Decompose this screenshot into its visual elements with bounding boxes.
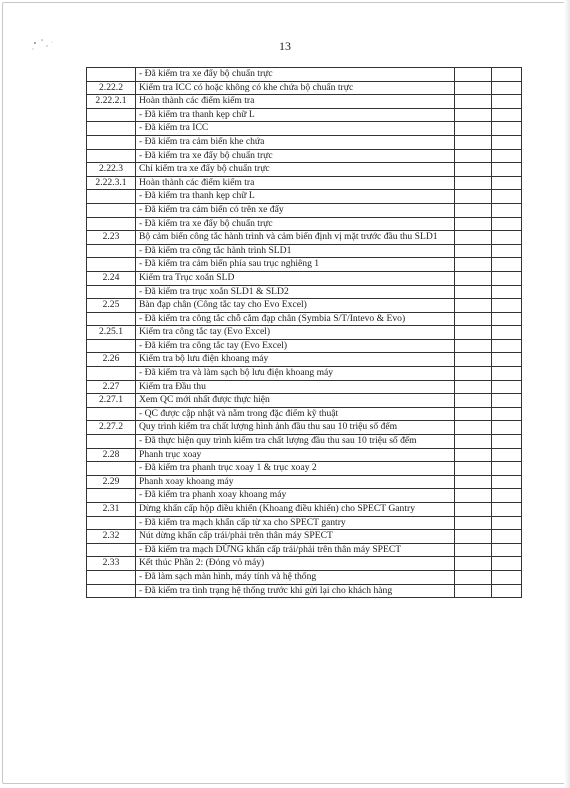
check-cell[interactable] <box>455 258 492 272</box>
note-cell[interactable] <box>492 421 522 435</box>
check-cell[interactable] <box>455 312 492 326</box>
item-description-cell: - Đã kiểm tra phanh xoay khoang máy <box>136 489 455 503</box>
item-number-cell: 2.24 <box>87 271 136 285</box>
check-cell[interactable] <box>455 489 492 503</box>
item-description-cell: - Đã kiểm tra trục xoắn SLD1 & SLD2 <box>136 285 455 299</box>
note-cell[interactable] <box>492 163 522 177</box>
check-cell[interactable] <box>455 244 492 258</box>
check-cell[interactable] <box>455 81 492 95</box>
table-row <box>87 407 522 421</box>
note-cell[interactable] <box>492 516 522 530</box>
note-cell[interactable] <box>492 367 522 381</box>
check-cell[interactable] <box>455 380 492 394</box>
check-cell[interactable] <box>455 367 492 381</box>
table-row <box>87 231 522 245</box>
item-description-cell: - Đã kiểm tra công tắc tay (Evo Excel) <box>136 339 455 353</box>
item-number-cell: 2.23 <box>87 231 136 245</box>
check-cell[interactable] <box>455 231 492 245</box>
item-number-cell: 2.33 <box>87 557 136 571</box>
note-cell[interactable] <box>492 217 522 231</box>
check-cell[interactable] <box>455 448 492 462</box>
check-cell[interactable] <box>455 394 492 408</box>
item-number-cell <box>87 435 136 449</box>
note-cell[interactable] <box>492 584 522 598</box>
page-number: 13 <box>279 39 291 53</box>
item-description-cell: Dừng khẩn cấp hộp điều khiển (Khoang điều khiển) cho SPECT Gantry <box>136 503 455 517</box>
note-cell[interactable] <box>492 503 522 517</box>
item-description-cell: - Đã thực hiện quy trình kiểm tra chất lượng đầu thu sau 10 triệu số đếm <box>136 435 455 449</box>
item-description-cell: Quy trình kiểm tra chất lượng hình ảnh đầu thu sau 10 triệu số đếm <box>136 421 455 435</box>
check-cell[interactable] <box>455 190 492 204</box>
table-row <box>87 516 522 530</box>
item-description-cell: Bàn đạp chân (Công tắc tay cho Evo Excel) <box>136 299 455 313</box>
item-number-cell <box>87 312 136 326</box>
item-description-cell: Nút dừng khẩn cấp trái/phải trên thân máy SPECT <box>136 530 455 544</box>
item-description-cell: - Đã làm sạch màn hình, máy tính và hệ thống <box>136 570 455 584</box>
item-description-cell: - Đã kiểm tra cảm biến phía sau trục nghiêng 1 <box>136 258 455 272</box>
item-number-cell <box>87 339 136 353</box>
note-cell[interactable] <box>492 149 522 163</box>
item-number-cell <box>87 190 136 204</box>
check-cell[interactable] <box>455 530 492 544</box>
check-cell[interactable] <box>455 149 492 163</box>
item-number-cell <box>87 149 136 163</box>
table-row <box>87 95 522 109</box>
note-cell[interactable] <box>492 244 522 258</box>
item-number-cell <box>87 203 136 217</box>
table-row <box>87 380 522 394</box>
note-cell[interactable] <box>492 95 522 109</box>
table-row <box>87 543 522 557</box>
item-number-cell: 2.27 <box>87 380 136 394</box>
note-cell[interactable] <box>492 299 522 313</box>
note-cell[interactable] <box>492 394 522 408</box>
item-number-cell: 2.25.1 <box>87 326 136 340</box>
note-cell[interactable] <box>492 122 522 136</box>
check-cell[interactable] <box>455 176 492 190</box>
table-row <box>87 353 522 367</box>
check-cell[interactable] <box>455 475 492 489</box>
table-row <box>87 217 522 231</box>
note-cell[interactable] <box>492 543 522 557</box>
table-row <box>87 530 522 544</box>
table-row <box>87 163 522 177</box>
check-cell[interactable] <box>455 203 492 217</box>
note-cell[interactable] <box>492 530 522 544</box>
check-cell[interactable] <box>455 557 492 571</box>
check-cell[interactable] <box>455 163 492 177</box>
item-description-cell: - Đã kiểm tra công tắc chỗ cắm đạp chân (Symbia S/T/Intevo & Evo) <box>136 312 455 326</box>
table-row <box>87 285 522 299</box>
table-row <box>87 503 522 517</box>
item-description-cell: - Đã kiểm tra tình trạng hệ thống trước khi gửi lại cho khách hàng <box>136 584 455 598</box>
check-cell[interactable] <box>455 407 492 421</box>
item-description-cell: - Đã kiểm tra và làm sạch bộ lưu điện khoang máy <box>136 367 455 381</box>
item-number-cell: 2.22.3 <box>87 163 136 177</box>
check-cell[interactable] <box>455 421 492 435</box>
item-number-cell: 2.28 <box>87 448 136 462</box>
table-row <box>87 176 522 190</box>
note-cell[interactable] <box>492 448 522 462</box>
check-cell[interactable] <box>455 299 492 313</box>
item-number-cell <box>87 244 136 258</box>
table-row <box>87 135 522 149</box>
check-cell[interactable] <box>455 135 492 149</box>
table-row <box>87 244 522 258</box>
table-row <box>87 326 522 340</box>
note-cell[interactable] <box>492 353 522 367</box>
item-number-cell <box>87 489 136 503</box>
note-cell[interactable] <box>492 339 522 353</box>
item-description-cell: - Đã kiểm tra thanh kẹp chữ L <box>136 108 455 122</box>
checklist-table <box>86 67 522 598</box>
note-cell[interactable] <box>492 407 522 421</box>
item-number-cell <box>87 462 136 476</box>
note-cell[interactable] <box>492 258 522 272</box>
item-description-cell: Phanh trục xoay <box>136 448 455 462</box>
table-row <box>87 299 522 313</box>
check-cell[interactable] <box>455 271 492 285</box>
item-description-cell: - Đã kiểm tra xe đẩy bộ chuẩn trực <box>136 217 455 231</box>
note-cell[interactable] <box>492 312 522 326</box>
item-description-cell: - Đã kiểm tra ICC <box>136 122 455 136</box>
table-row <box>87 570 522 584</box>
table-row <box>87 122 522 136</box>
table-row <box>87 149 522 163</box>
item-number-cell <box>87 516 136 530</box>
check-cell[interactable] <box>455 108 492 122</box>
table-row <box>87 203 522 217</box>
table-row <box>87 421 522 435</box>
scan-edge-shadow <box>564 0 570 788</box>
check-cell[interactable] <box>455 122 492 136</box>
checklist-body <box>87 68 522 598</box>
check-cell[interactable] <box>455 353 492 367</box>
table-row <box>87 475 522 489</box>
item-description-cell: - Đã kiểm tra cảm biến có trên xe đẩy <box>136 203 455 217</box>
note-cell[interactable] <box>492 462 522 476</box>
table-row <box>87 258 522 272</box>
table-row <box>87 557 522 571</box>
check-cell[interactable] <box>455 95 492 109</box>
item-description-cell: - Đã kiểm tra công tắc hành trình SLD1 <box>136 244 455 258</box>
item-description-cell: Hoàn thành các điểm kiểm tra <box>136 95 455 109</box>
table-row <box>87 435 522 449</box>
table-row <box>87 190 522 204</box>
item-number-cell <box>87 543 136 557</box>
item-description-cell: - Đã kiểm tra xe đẩy bộ chuẩn trực <box>136 149 455 163</box>
item-description-cell: Kiểm tra công tắc tay (Evo Excel) <box>136 326 455 340</box>
note-cell[interactable] <box>492 475 522 489</box>
item-number-cell: 2.27.1 <box>87 394 136 408</box>
item-description-cell: Phanh xoay khoang máy <box>136 475 455 489</box>
check-cell[interactable] <box>455 543 492 557</box>
note-cell[interactable] <box>492 108 522 122</box>
item-description-cell: Kiểm tra Đầu thu <box>136 380 455 394</box>
table-row <box>87 367 522 381</box>
check-cell[interactable] <box>455 584 492 598</box>
table-row <box>87 68 522 82</box>
item-number-cell <box>87 108 136 122</box>
item-number-cell <box>87 122 136 136</box>
check-cell[interactable] <box>455 339 492 353</box>
note-cell[interactable] <box>492 435 522 449</box>
item-description-cell: - Đã kiểm tra phanh trục xoay 1 & trục xoay 2 <box>136 462 455 476</box>
note-cell[interactable] <box>492 68 522 82</box>
table-row <box>87 271 522 285</box>
table-row <box>87 584 522 598</box>
item-description-cell: - Đã kiểm tra cảm biến khe chứa <box>136 135 455 149</box>
item-number-cell: 2.32 <box>87 530 136 544</box>
table-row <box>87 81 522 95</box>
note-cell[interactable] <box>492 81 522 95</box>
item-description-cell: Bộ cảm biến công tắc hành trình và cảm biến định vị mặt trước đầu thu SLD1 <box>136 231 455 245</box>
item-description-cell: - QC được cập nhật và nằm trong đặc điểm kỹ thuật <box>136 407 455 421</box>
item-number-cell: 2.31 <box>87 503 136 517</box>
item-description-cell: Chỉ kiểm tra xe đẩy bộ chuẩn trực <box>136 163 455 177</box>
note-cell[interactable] <box>492 489 522 503</box>
check-cell[interactable] <box>455 503 492 517</box>
check-cell[interactable] <box>455 326 492 340</box>
check-cell[interactable] <box>455 516 492 530</box>
item-number-cell: 2.26 <box>87 353 136 367</box>
item-number-cell <box>87 135 136 149</box>
item-number-cell <box>87 367 136 381</box>
note-cell[interactable] <box>492 176 522 190</box>
note-cell[interactable] <box>492 135 522 149</box>
item-description-cell: Hoàn thành các điểm kiểm tra <box>136 176 455 190</box>
item-number-cell <box>87 584 136 598</box>
table-row <box>87 489 522 503</box>
item-number-cell: 2.22.2 <box>87 81 136 95</box>
item-number-cell: 2.29 <box>87 475 136 489</box>
table-row <box>87 339 522 353</box>
item-description-cell: Xem QC mới nhất được thực hiện <box>136 394 455 408</box>
check-cell[interactable] <box>455 462 492 476</box>
item-number-cell <box>87 285 136 299</box>
item-number-cell: 2.22.2.1 <box>87 95 136 109</box>
item-number-cell <box>87 68 136 82</box>
check-cell[interactable] <box>455 570 492 584</box>
note-cell[interactable] <box>492 557 522 571</box>
item-description-cell: - Đã kiểm tra xe đẩy bộ chuẩn trực <box>136 68 455 82</box>
item-description-cell: - Đã kiểm tra thanh kẹp chữ L <box>136 190 455 204</box>
note-cell[interactable] <box>492 231 522 245</box>
note-cell[interactable] <box>492 285 522 299</box>
item-description-cell: Kiểm tra Trục xoắn SLD <box>136 271 455 285</box>
item-number-cell <box>87 258 136 272</box>
note-cell[interactable] <box>492 271 522 285</box>
check-cell[interactable] <box>455 285 492 299</box>
item-number-cell <box>87 407 136 421</box>
note-cell[interactable] <box>492 203 522 217</box>
item-description-cell: Kết thúc Phần 2: (Đóng vỏ máy) <box>136 557 455 571</box>
note-cell[interactable] <box>492 380 522 394</box>
item-description-cell: Kiểm tra ICC có hoặc không có khe chứa bộ chuẩn trực <box>136 81 455 95</box>
item-number-cell: 2.25 <box>87 299 136 313</box>
check-cell[interactable] <box>455 217 492 231</box>
item-description-cell: - Đã kiểm tra mạch khẩn cấp từ xa cho SPECT gantry <box>136 516 455 530</box>
item-description-cell: Kiểm tra bộ lưu điện khoang máy <box>136 353 455 367</box>
table-row <box>87 312 522 326</box>
item-number-cell: 2.22.3.1 <box>87 176 136 190</box>
table-row <box>87 462 522 476</box>
check-cell[interactable] <box>455 435 492 449</box>
item-number-cell: 2.27.2 <box>87 421 136 435</box>
note-cell[interactable] <box>492 326 522 340</box>
item-number-cell <box>87 217 136 231</box>
note-cell[interactable] <box>492 570 522 584</box>
note-cell[interactable] <box>492 190 522 204</box>
item-description-cell: - Đã kiểm tra mạch DỪNG khẩn cấp trái/phải trên thân máy SPECT <box>136 543 455 557</box>
table-row <box>87 394 522 408</box>
table-row <box>87 448 522 462</box>
item-number-cell <box>87 570 136 584</box>
table-row <box>87 108 522 122</box>
check-cell[interactable] <box>455 68 492 82</box>
